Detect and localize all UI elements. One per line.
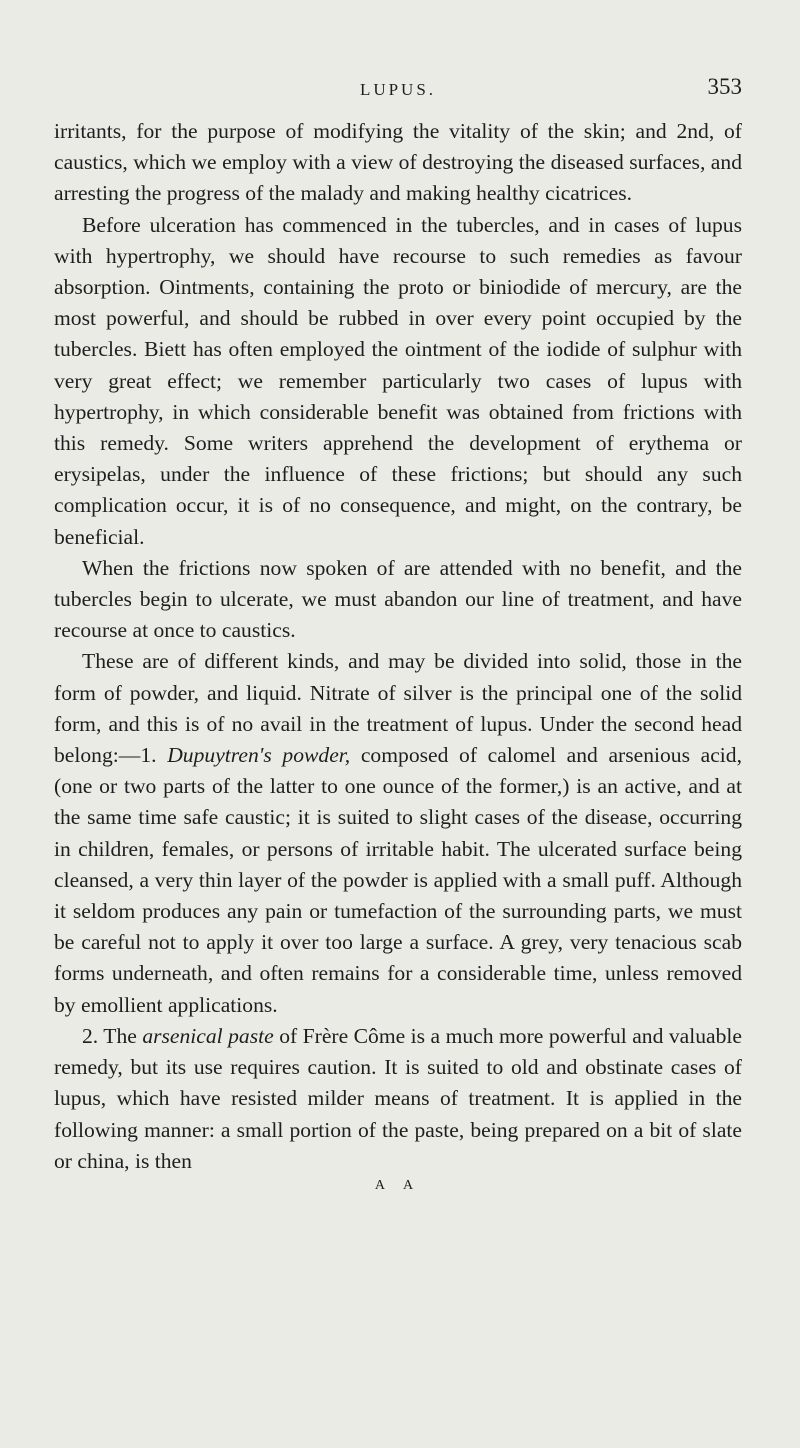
paragraph-arsenical-paste [54, 1021, 742, 1177]
signature-mark: A A [374, 1177, 422, 1193]
paragraph-frictions-failure: When the frictions now spoken of are attended with no benefit, and the tubercles begin to ulcerate, we must abandon our line of treatment, and have recourse at once to caustics. [54, 555, 742, 643]
running-title: LUPUS. [359, 80, 437, 99]
running-head [54, 74, 742, 104]
arsenical-intro: 2. The [82, 1023, 137, 1048]
paragraph-caustics [54, 646, 742, 1020]
caustics-intro: These are of different kinds, and may be divided into solid, those in the form of powder, and liquid. Nitrate of silver is the principal one of the solid form, and this is of no avail in the treatment of lupus. Under the second head belong:—1. [54, 649, 742, 768]
arsenical-paste-term: arsenical paste [142, 1023, 274, 1048]
arsenical-detail: of Frère Côme is a much more powerful and valuable remedy, but its use requires caution. It is suited to old and obstinate cases of lupus, which have resisted milder means of treatment. It is applied in the following manner: a small portion of the paste, being prepared on a bit of slate or china, is then [54, 1023, 743, 1173]
paragraph-continued: irritants, for the purpose of modifying the vitality of the skin; and 2nd, of caustics, which we employ with a view of destroying the diseased surfaces, and arresting the progress of the malady and making healthy cicatrices. [54, 119, 742, 206]
page-number: 353 [707, 74, 742, 99]
paragraph-absorption-remedies: Before ulceration has commenced in the tubercles, and in cases of lupus with hypertrophy, we should have recourse to such remedies as favour absorption. Ointments, containing the proto or biniodide of mercury, are the most powerful, and should be rubbed in over every point occupied by the tubercles. Biett has often employed the ointment of the iodide of sulphur with very great effect; we remember particularly two cases of lupus with hypertrophy, in which considerable benefit was obtained from frictions with this remedy. Some writers apprehend the development of erythema or erysipelas, under the influence of these frictions; but should any such complication occur, it is of no consequence, and might, on the contrary, be beneficial. [54, 212, 742, 549]
dupuytren-powder-term: Dupuytren's powder, [167, 743, 351, 768]
caustics-detail: composed of calomel and arsenious acid, (one or two parts of the latter to one ounce of the former,) is an active, and at the same time safe caustic; it is suited to slight cases of the disease, occurring in children, females, or persons of irritable habit. The ulcerated surface being cleansed, a very thin layer of the powder is applied with a small puff. Although it seldom produces any pain or tumefaction of the surrounding parts, we must be careful not to apply it over too large a surface. A grey, very tenacious scab forms underneath, and often remains for a considerable time, unless removed by emollient applications. [54, 743, 742, 1017]
body-text [54, 116, 742, 1177]
